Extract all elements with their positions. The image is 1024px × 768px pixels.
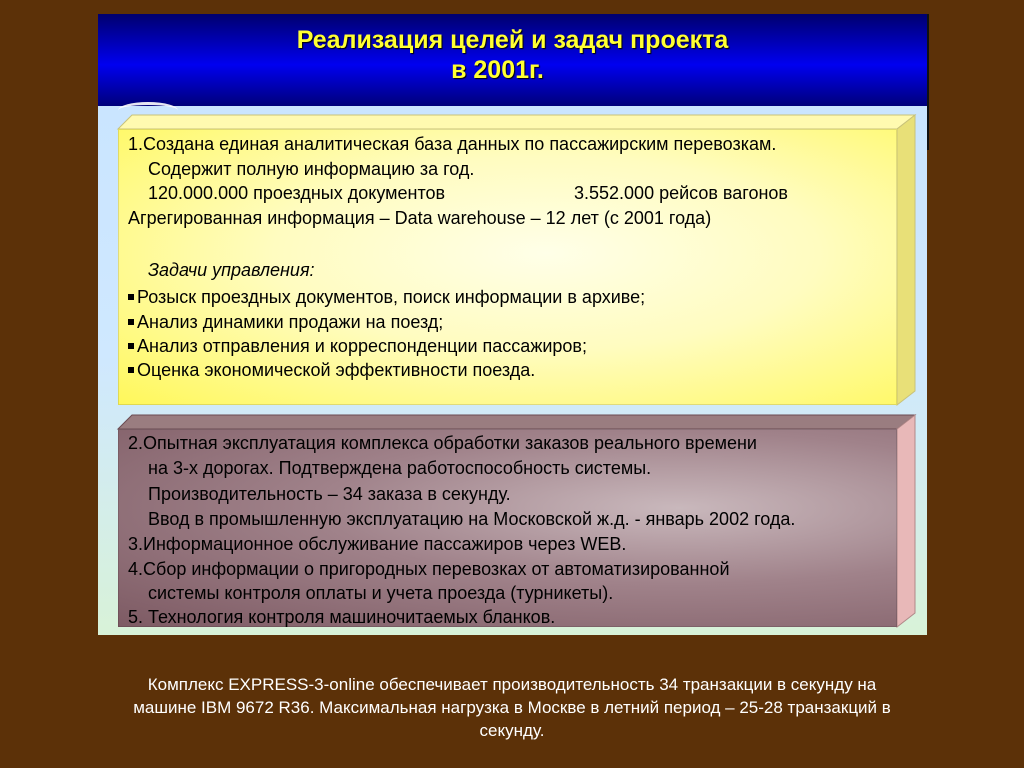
task-bullet-3 [128,335,587,357]
box2-line-4: Ввод в промышленную эксплуатацию на Московской ж.д. - январь 2002 года. [148,509,796,529]
slide-caption [60,673,964,742]
box1-line-3b: 3.552.000 рейсов вагонов [574,183,788,203]
box1-line-3a: 120.000.000 проездных документов [148,183,446,203]
slide-title-line2: в 2001г. [451,56,544,84]
slide-title-line1: Реализация целей и задач проекта [296,26,729,54]
caption-line-2: машине IBM 9672 R36. Максимальная нагрузка в Москве в летний период – 25-28 транзакций в [133,698,891,717]
task-text: Анализ динамики продажи на поезд; [137,312,444,332]
bullet-icon [128,367,134,373]
title-bar [98,14,927,106]
box1-line-1: 1.Создана единая аналитическая база данных по пассажирским перевозкам. [128,134,777,154]
box2-line-7: системы контроля оплаты и учета проезда (турникеты). [148,583,614,603]
bullet-icon [128,294,134,300]
box2-line-3: Производительность – 34 заказа в секунду. [148,484,511,504]
bullet-icon [128,319,134,325]
caption-line-3: секунду. [479,721,545,740]
box2-line-1: 2.Опытная эксплуатация комплекса обработки заказов реального времени [128,433,757,453]
box2-line-6: 4.Сбор информации о пригородных перевозках от автоматизированной [128,559,730,579]
box1-line-2: Содержит полную информацию за год. [148,159,475,179]
caption-line-1: Комплекс EXPRESS-3-online обеспечивает производительность 34 транзакции в секунду на [147,675,877,694]
task-bullet-1 [128,286,645,308]
box2-line-2: на 3-х дорогах. Подтверждена работоспособность системы. [148,458,652,478]
tasks-heading: Задачи управления: [148,260,315,280]
task-text: Анализ отправления и корреспонденции пассажиров; [137,336,587,356]
task-text: Оценка экономической эффективности поезда. [137,360,536,380]
task-bullet-4 [128,359,535,381]
task-text: Розыск проездных документов, поиск информации в архиве; [137,287,646,307]
box2-line-8: 5. Технология контроля машиночитаемых бланков. [128,607,556,627]
box1-line-4: Агрегированная информация – Data warehouse – 12 лет (с 2001 года) [128,208,712,228]
bullet-icon [128,343,134,349]
box2-line-5: 3.Информационное обслуживание пассажиров через WEB. [128,534,627,554]
task-bullet-2 [128,311,443,333]
